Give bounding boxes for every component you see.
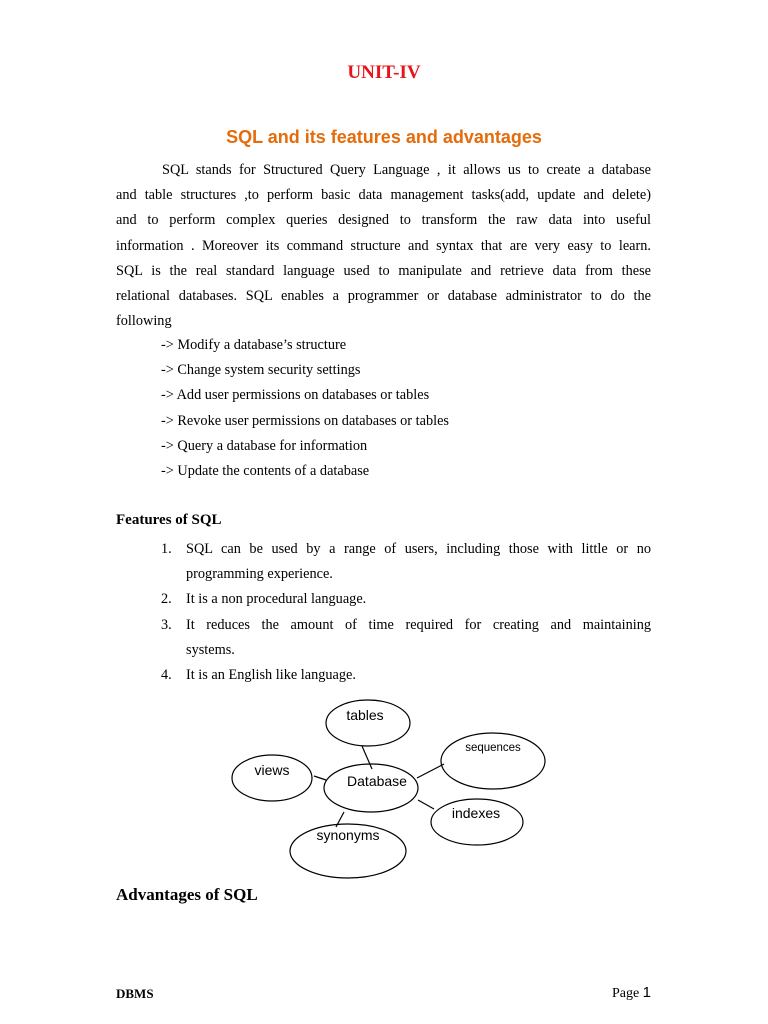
intro-line: SQL is the real standard language used to manipulate and retrieve data from these [116,262,651,279]
connector-synonyms [336,812,344,827]
section-title: SQL and its features and advantages [226,127,542,147]
label-database: Database [347,773,407,789]
node-database [324,764,418,812]
footer-page [612,984,651,1002]
intro-line: SQL stands for Structured Query Language , it allows us to create a database [162,162,651,178]
feature-line: It is a non procedural language. [186,591,367,608]
feature-number: 1. [161,541,172,557]
capability-item: -> Modify a database’s structure [161,337,347,353]
connector-tables [362,746,372,769]
capability-item: -> Add user permissions on databases or tables [161,387,430,404]
label-synonyms: synonyms [316,827,380,843]
page-label: Page [611,986,640,1001]
feature-number: 4. [161,667,172,684]
feature-item [116,587,651,612]
features-heading: Features of SQL [116,512,222,528]
capability-item: -> Query a database for information [161,437,368,454]
node-synonyms [290,824,406,878]
intro-line: and table structures ,to perform basic data management tasks(add, update and delete) [116,187,651,204]
label-sequences: sequences [465,742,521,754]
label-tables: tables [346,707,384,723]
capabilities-list [161,333,449,484]
node-tables [326,700,410,746]
features-list [116,537,651,688]
connector-indexes [418,800,434,809]
intro-line: and to perform complex queries designed to transform the raw data into useful [116,212,651,229]
label-indexes: indexes [451,805,501,821]
feature-number: 3. [161,616,172,633]
feature-line: SQL can be used by a range of users, including those with little or no [186,541,651,557]
intro-paragraph [116,158,651,334]
feature-item [116,613,651,663]
intro-line: information . Moreover its command structure and syntax that are very easy to learn. [116,237,651,254]
unit-title: UNIT-IV [347,62,421,83]
feature-line: programming experience. [186,566,333,583]
feature-line: It is an English like language. [186,667,356,684]
feature-item [116,537,651,587]
connector-sequences [417,764,444,778]
feature-item [116,663,651,688]
capability-item: -> Change system security settings [161,362,361,379]
footer-course: DBMS [116,986,154,1001]
capability-item: -> Update the contents of a database [161,463,370,480]
capability-item: -> Revoke user permissions on databases or tables [161,412,449,429]
page-number: 1 [642,984,651,1001]
feature-number: 2. [161,591,172,608]
feature-line: It reduces the amount of time required for creating and maintaining [186,616,651,633]
feature-line: systems. [186,641,235,658]
node-views [232,755,312,801]
intro-line: relational databases. SQL enables a programmer or database administrator to do the [116,288,651,305]
label-views: views [254,762,290,778]
node-sequences [441,733,545,789]
advantages-heading: Advantages of SQL [116,885,258,904]
connector-views [314,776,326,780]
intro-line: following [116,313,172,330]
node-indexes [431,799,523,845]
